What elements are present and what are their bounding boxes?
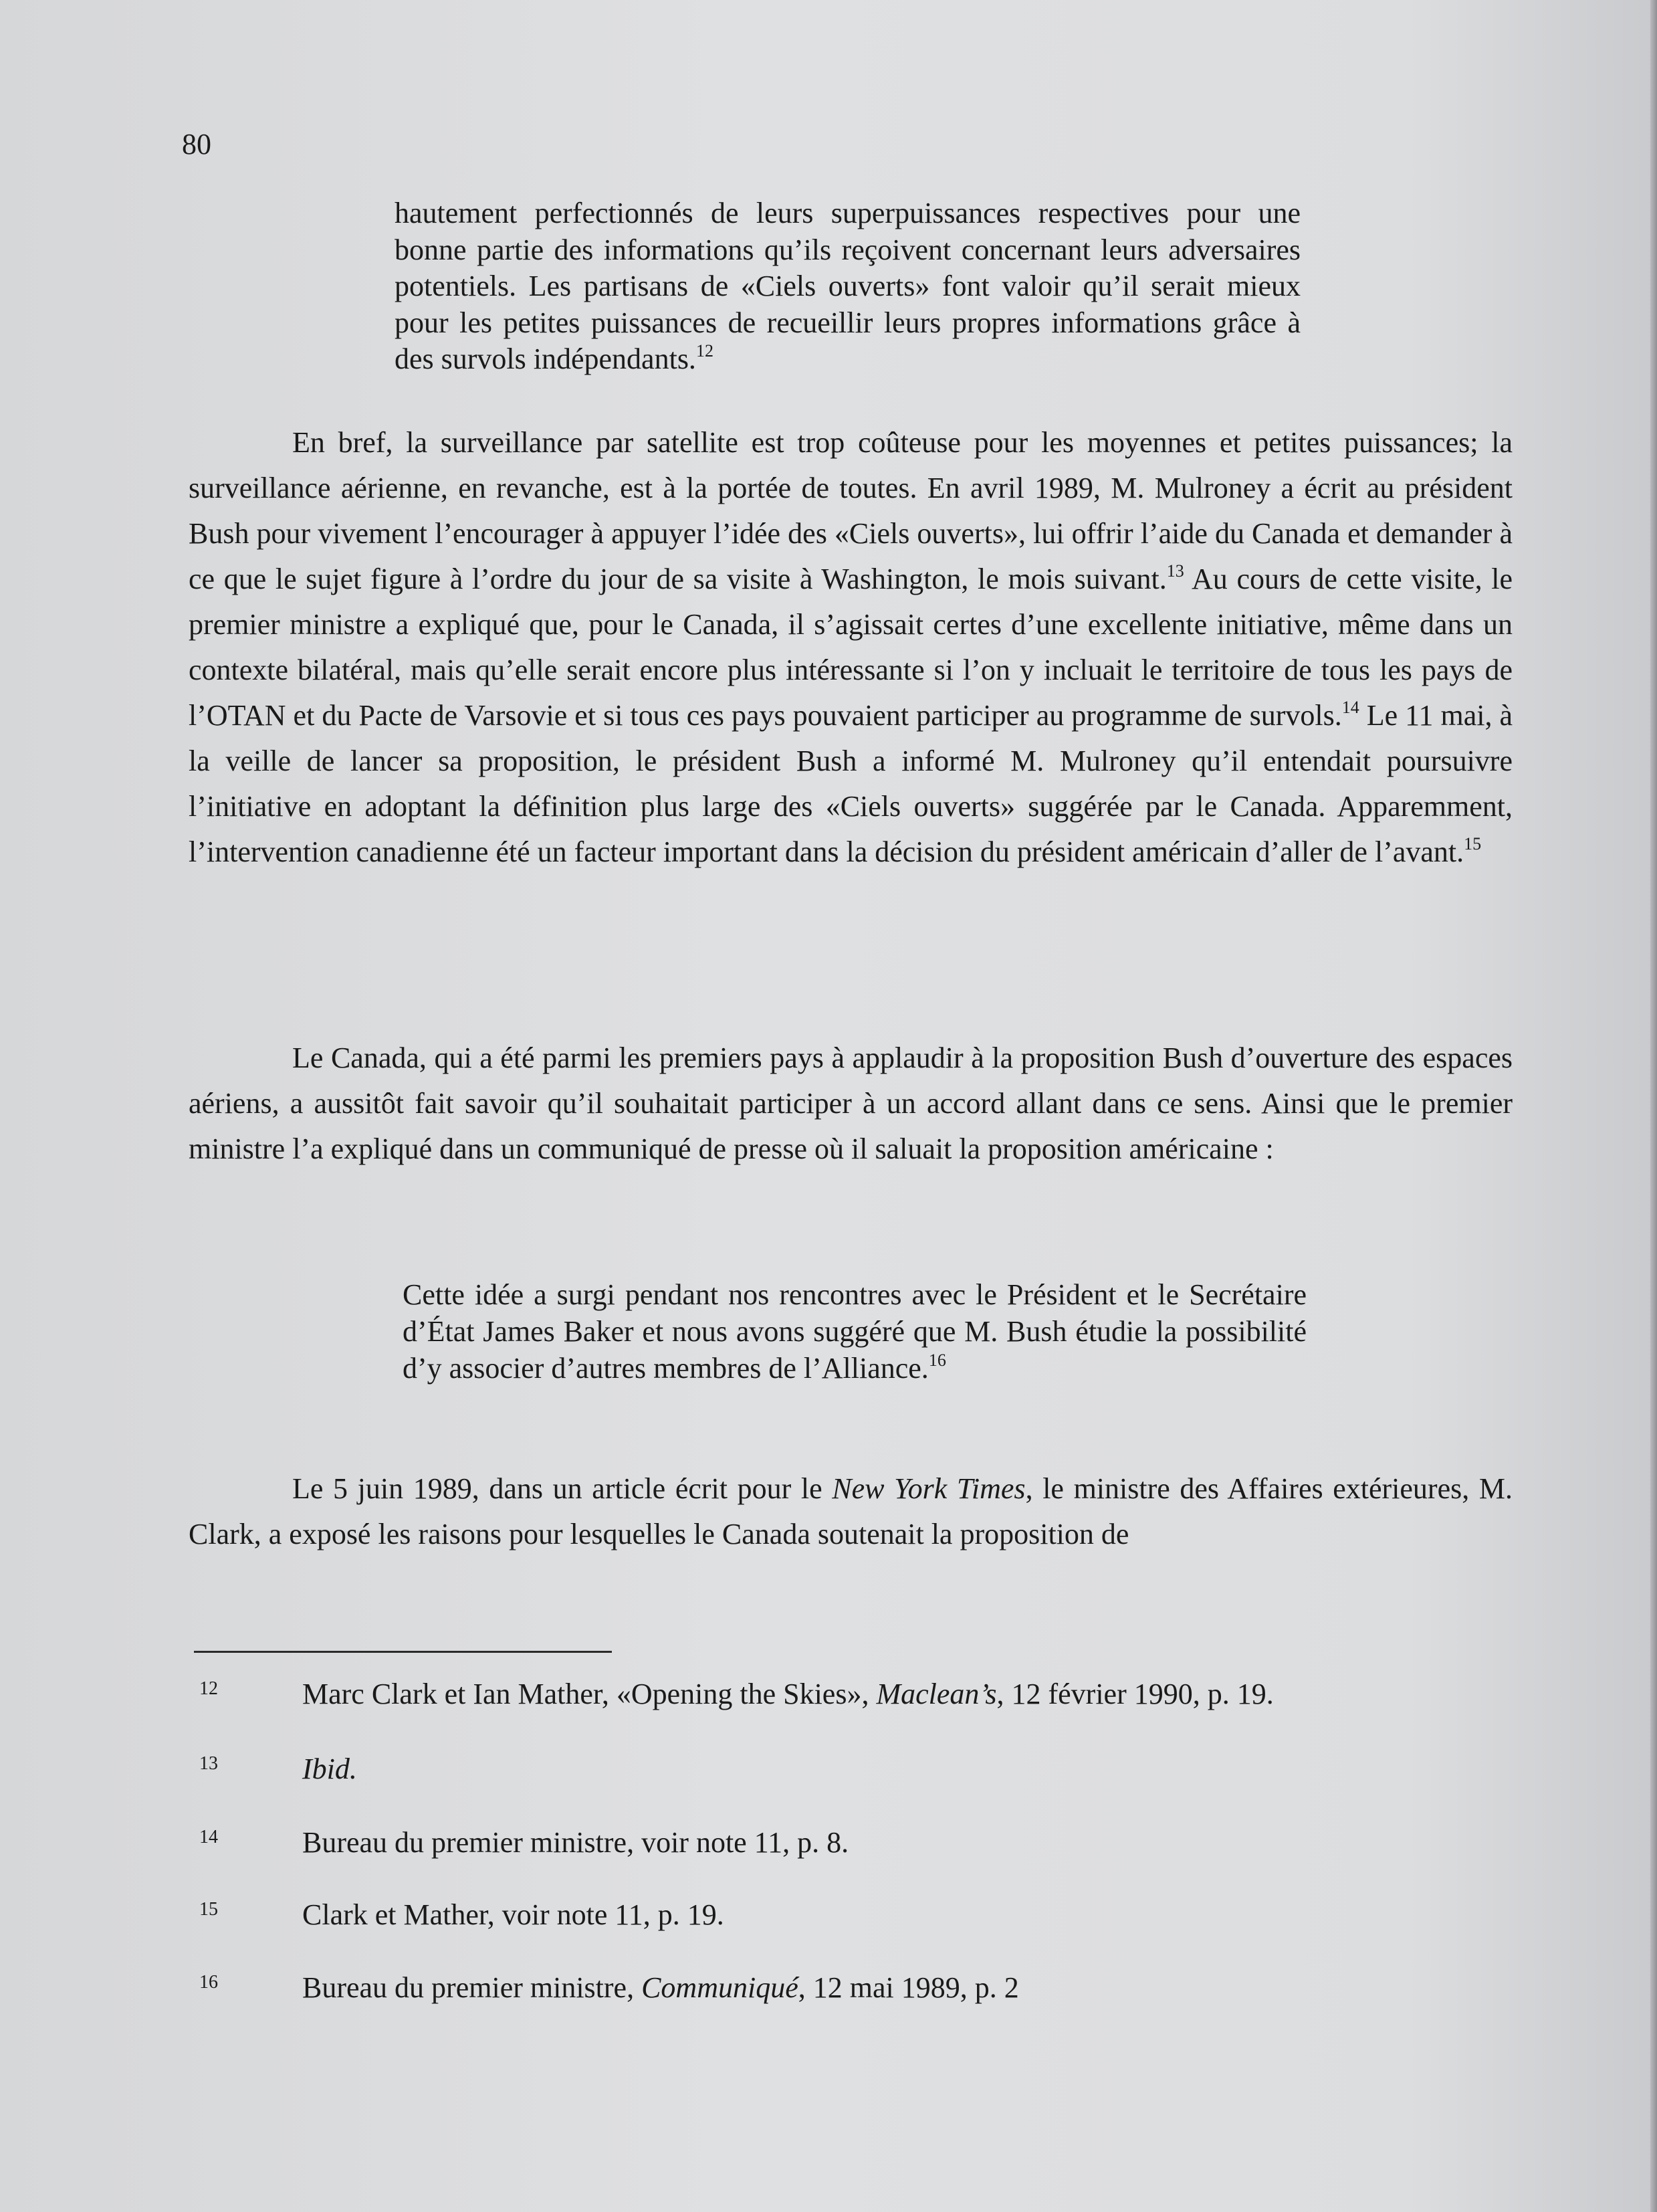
para1-part3: Le 11 mai, à la veille de lancer sa proposition, le président Bush a informé M. Mulroney qu’il entendait poursuivre l’initiative en adoptant la définition plus large des «Ciels ouverts» suggérée par le Canada. Apparemment, l’intervention canadienne été un facteur important dans la décision du président américain d’aller de l’avant. [189,699,1513,868]
footnote-number: 12 [199,1678,218,1699]
footnote-text-part: , 12 mai 1989, p. 2 [798,1971,1019,2004]
footnote-number: 15 [199,1899,218,1920]
footnote-ref-12[interactable]: 12 [695,341,713,361]
paragraph-canada [189,1035,1513,1172]
footnote-text [302,1826,849,1859]
para2-text: Le Canada, qui a été parmi les premiers pays à applaudir à la proposition Bush d’ouverture des espaces aériens, a aussitôt fait savoir qu’il souhaitait participer à un accord allant dans ce sens. Ainsi que le premier ministre l’a expliqué dans un communiqué de presse où il saluait la proposition américaine : [189,1041,1513,1165]
para3-after: , le ministre des Affaires extérieures, M. Clark, a exposé les raisons pour lesquelles le Canada soutenait la proposition de [189,1472,1513,1550]
page-edge-shadow [1650,0,1657,2212]
footnote-text [302,1898,724,1932]
footnote-text-part: Marc Clark et Ian Mather, «Opening the Skies», [302,1678,877,1710]
footnote-text [302,1752,357,1786]
quote1-text: hautement perfectionnés de leurs superpuissances respectives pour une bonne partie des informations qu’ils reçoivent concernant leurs adversaires potentiels. Les partisans de «Ciels ouverts» font valoir qu’il serait mieux pour les petites puissances de recueillir leurs propres informations grâce à des survols indépendants. [395,197,1301,375]
footnote-italic: Maclean’s [876,1678,997,1710]
para1-part2: Au cours de cette visite, le premier ministre a expliqué que, pour le Canada, il s’agissait certes d’une excellente initiative, même dans un contexte bilatéral, mais qu’elle serait encore plus intéressante si l’on y incluait le territoire de tous les pays de l’OTAN et du Pacte de Varsovie et si tous ces pays pouvaient participer au programme de survols. [189,563,1513,732]
footnote-number: 13 [199,1753,218,1774]
quote2-text: Cette idée a surgi pendant nos rencontres avec le Président et le Secrétaire d’État James Baker et nous avons suggéré que M. Bush étudie la possibilité d’y associer d’autres membres de l’Alliance. [403,1278,1307,1385]
paragraph-satellite [189,420,1513,875]
footnote-text [302,1678,1274,1711]
footnote-text-part: Clark et Mather, voir note 11, p. 19. [302,1898,724,1931]
paragraph-nyt [189,1466,1513,1557]
footnote-separator [194,1651,612,1653]
footnote-ref-16[interactable]: 16 [928,1350,946,1370]
footnote-text [302,1971,1019,2005]
para3-newspaper: New York Times [832,1472,1026,1505]
footnote-italic: Ibid. [302,1752,357,1785]
para3-before: Le 5 juin 1989, dans un article écrit pour le [292,1472,833,1505]
footnote-number: 14 [199,1827,218,1847]
block-quote-continued [395,195,1301,378]
block-quote-communique [403,1276,1307,1387]
footnote-text-part: , 12 février 1990, p. 19. [996,1678,1274,1710]
para1-part1: En bref, la surveillance par satellite est trop coûteuse pour les moyennes et petites puissances; la surveillance aérienne, en revanche, est à la portée de toutes. En avril 1989, M. Mulroney a écrit au président Bush pour vivement l’encourager à appuyer l’idée des «Ciels ouverts», lui offrir l’aide du Canada et demander à ce que le sujet figure à l’ordre du jour de sa visite à Washington, le mois suivant. [189,426,1513,595]
footnote-text-part: Bureau du premier ministre, voir note 11, p. 8. [302,1826,849,1859]
page-number: 80 [182,128,211,161]
footnote-italic: Communiqué [641,1971,798,2004]
footnote-ref-15[interactable]: 15 [1464,834,1482,853]
footnote-number: 16 [199,1972,218,1993]
footnote-ref-14[interactable]: 14 [1341,698,1359,717]
footnote-ref-13[interactable]: 13 [1166,561,1184,581]
footnote-text-part: Bureau du premier ministre, [302,1971,642,2004]
